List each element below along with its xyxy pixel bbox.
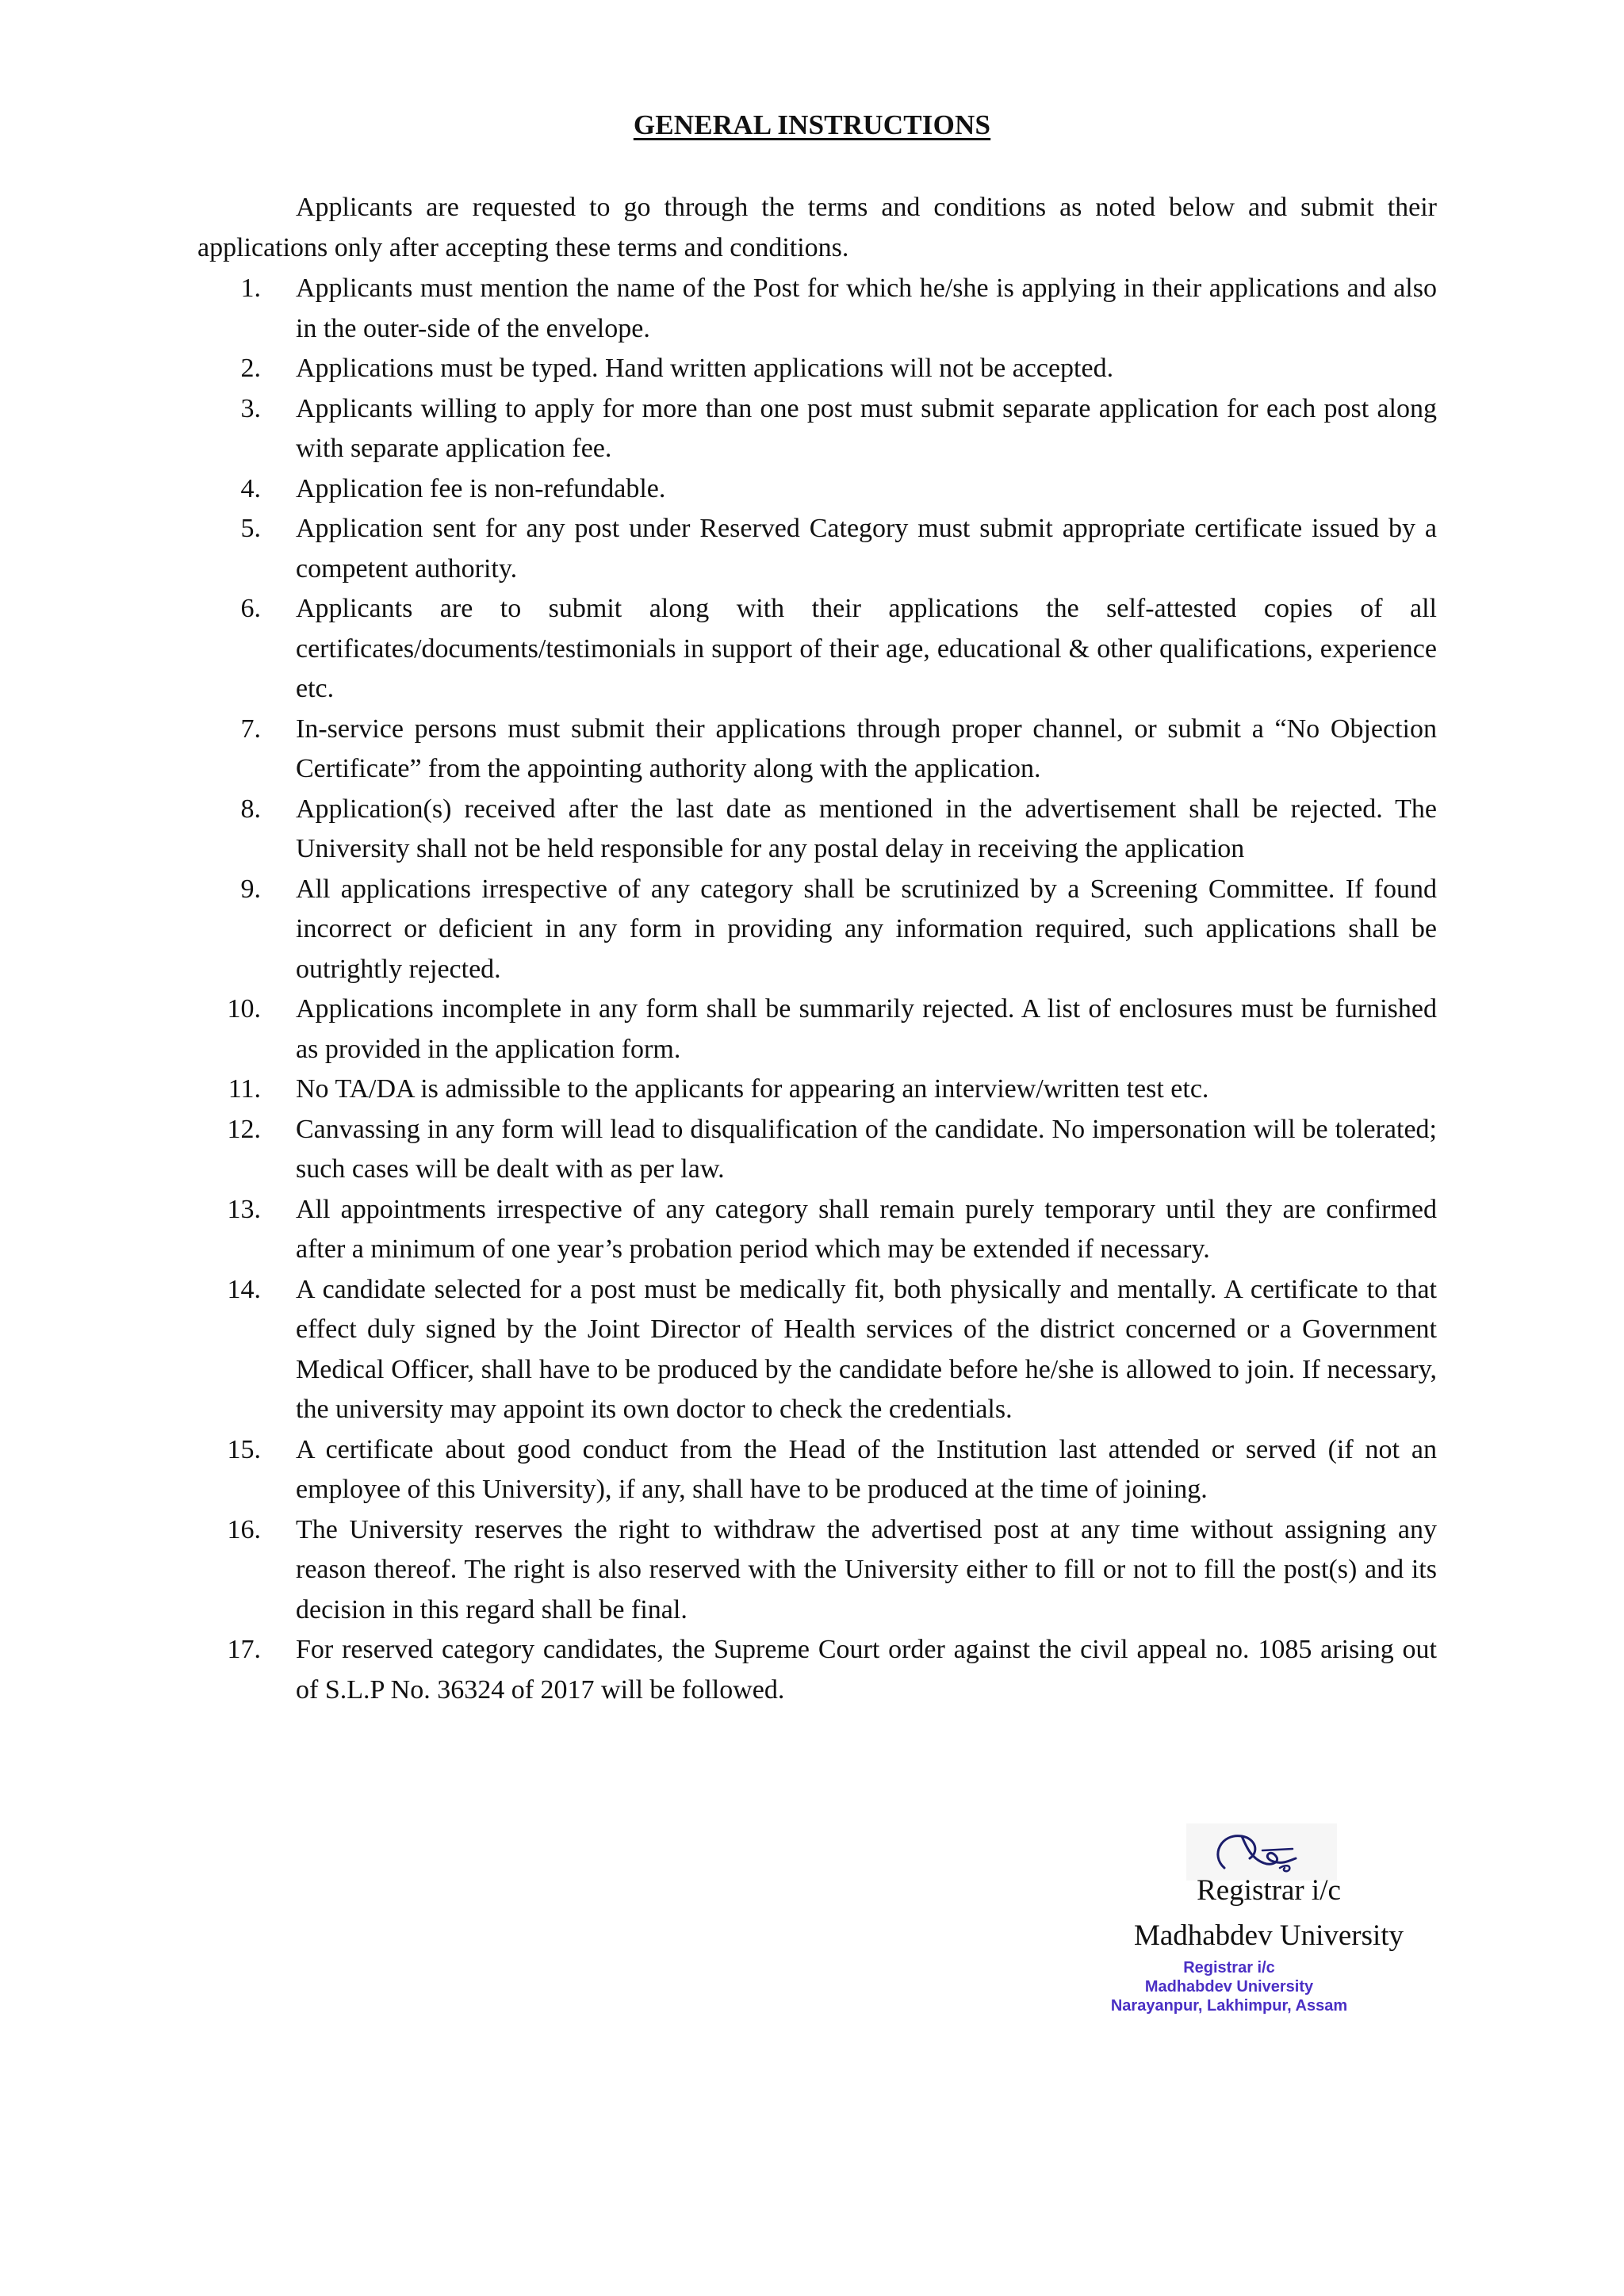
- list-item-text: In-service persons must submit their applications through proper channel, or submit a “No Objection Certificate” from the appointing authority along with the application.: [296, 714, 1437, 783]
- list-item-text: Applications must be typed. Hand written applications will not be accepted.: [296, 354, 1114, 383]
- list-item-text: Applicants must mention the name of the Post for which he/she is applying in their applications and also in the outer-side of the envelope.: [296, 274, 1437, 343]
- list-item-text: Applicants are to submit along with their applications the self-attested copies of all certificates/documents/testimonials in support of their age, educational & other qualifications, experience etc.: [296, 594, 1437, 703]
- list-item-number: 14.: [227, 1274, 261, 1304]
- list-item-number: 17.: [227, 1635, 261, 1664]
- list-item: [197, 1510, 1437, 1631]
- list-item-number: 11.: [228, 1074, 261, 1104]
- list-item-text: Application(s) received after the last date as mentioned in the advertisement shall be rejected. The University shall not be held responsible for any postal delay in receiving the application: [296, 794, 1437, 863]
- list-item-number: 3.: [240, 393, 261, 423]
- list-item-number: 12.: [227, 1114, 261, 1144]
- list-item-number: 2.: [240, 354, 261, 383]
- list-item: [197, 389, 1437, 469]
- stamp-line-address: Narayanpur, Lakhimpur, Assam: [1110, 1997, 1348, 2015]
- list-item-text: Application sent for any post under Reserved Category must submit appropriate certificate issued by a competent authority.: [296, 514, 1437, 584]
- list-item-text: All applications irrespective of any category shall be scrutinized by a Screening Committee. If found incorrect or deficient in any form in providing any information required, such applications shall be outrightly rejected.: [296, 874, 1437, 984]
- intro-paragraph: Applicants are requested to go through the terms and conditions as noted below and submit their applications only after accepting these terms and conditions.: [197, 193, 1437, 262]
- list-item-text: For reserved category candidates, the Supreme Court order against the civil appeal no. 1085 arising out of S.L.P No. 36324 of 2017 will be followed.: [296, 1635, 1437, 1705]
- official-stamp: [1071, 1958, 1388, 2015]
- list-item-text: Canvassing in any form will lead to disqualification of the candidate. No impersonation will be tolerated; such cases will be dealt with as per law.: [296, 1114, 1437, 1184]
- list-item-number: 5.: [240, 514, 261, 543]
- list-item-number: 10.: [227, 994, 261, 1024]
- list-item-text: Application fee is non-refundable.: [296, 473, 666, 503]
- list-item: [197, 870, 1437, 990]
- list-item: [197, 509, 1437, 589]
- list-item-text: The University reserves the right to withdraw the advertised post at any time without assigning any reason thereof. The right is also reserved with the University either to fill or not to fill the post(s) and its decision in this regard shall be final.: [296, 1514, 1437, 1624]
- instructions-list: [197, 269, 1437, 1710]
- list-item-text: No TA/DA is admissible to the applicants for appearing an interview/written test etc.: [296, 1074, 1209, 1104]
- page-title: GENERAL INSTRUCTIONS: [633, 109, 991, 140]
- list-item: [197, 1270, 1437, 1430]
- list-item-number: 7.: [240, 714, 261, 744]
- list-item: [197, 790, 1437, 870]
- list-item-number: 16.: [227, 1514, 261, 1544]
- list-item: [197, 1070, 1437, 1110]
- list-item-number: 8.: [240, 794, 261, 824]
- list-item-text: A certificate about good conduct from the Head of the Institution last attended or served (if not an employee of this University), if any, shall have to be produced at the time of joining.: [296, 1434, 1437, 1504]
- list-item: [197, 1190, 1437, 1270]
- list-item-number: 9.: [240, 874, 261, 904]
- list-item: [197, 349, 1437, 389]
- list-item: [197, 589, 1437, 710]
- list-item: [197, 710, 1437, 790]
- list-item-number: 4.: [240, 473, 261, 503]
- list-item: [197, 469, 1437, 510]
- list-item-number: 6.: [240, 594, 261, 623]
- stamp-line-institution: Madhabdev University: [1144, 1978, 1314, 1996]
- signatory-designation: Registrar i/c: [1197, 1874, 1341, 1907]
- list-item: [197, 1430, 1437, 1510]
- stamp-line-designation: Registrar i/c: [1183, 1959, 1275, 1976]
- list-item-text: All appointments irrespective of any category shall remain purely temporary until they are confirmed after a minimum of one year’s probation period which may be extended if necessary.: [296, 1194, 1437, 1264]
- list-item-number: 15.: [227, 1434, 261, 1464]
- list-item: [197, 989, 1437, 1070]
- list-item-text: Applications incomplete in any form shall be summarily rejected. A list of enclosures must be furnished as provided in the application form.: [296, 994, 1437, 1064]
- list-item-number: 1.: [240, 274, 261, 303]
- list-item: [197, 1630, 1437, 1710]
- list-item: [197, 1110, 1437, 1190]
- list-item: [197, 269, 1437, 349]
- signatory-institution: Madhabdev University: [1133, 1919, 1404, 1952]
- list-item-text: A candidate selected for a post must be medically fit, both physically and mentally. A certificate to that effect duly signed by the Joint Director of Health services of the district concerned or a Government Medical Officer, shall have to be produced by the candidate before he/she is allowed to join. If necessary, the university may appoint its own doctor to check the credentials.: [296, 1274, 1437, 1424]
- list-item-text: Applicants willing to apply for more than one post must submit separate application for each post along with separate application fee.: [296, 393, 1437, 463]
- list-item-number: 13.: [227, 1194, 261, 1224]
